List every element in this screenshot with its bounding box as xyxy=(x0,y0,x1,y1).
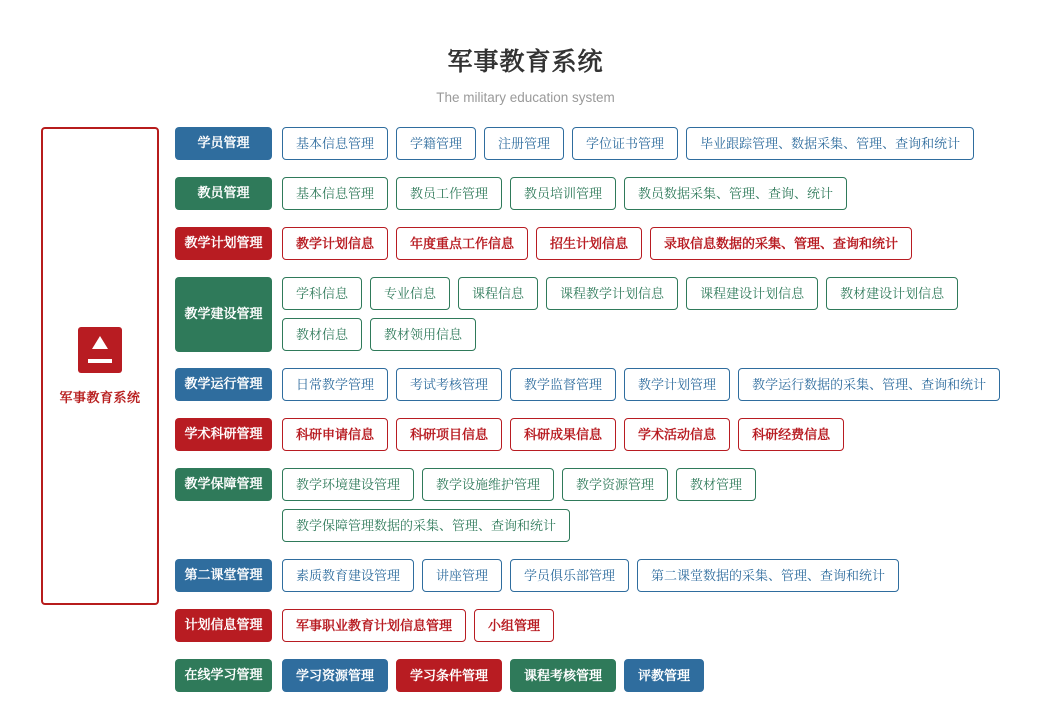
category-items xyxy=(282,659,1051,700)
category-row xyxy=(175,368,1051,409)
item-node[interactable]: 招生计划信息 xyxy=(536,227,642,260)
item-node[interactable]: 科研申请信息 xyxy=(282,418,388,451)
item-node[interactable]: 注册管理 xyxy=(484,127,564,160)
category-row xyxy=(175,277,1051,359)
category-node[interactable]: 教学建设管理 xyxy=(175,277,272,352)
item-node[interactable]: 评教管理 xyxy=(624,659,704,692)
item-node[interactable]: 学习条件管理 xyxy=(396,659,502,692)
item-node[interactable]: 课程建设计划信息 xyxy=(686,277,818,310)
book-badge-icon xyxy=(78,327,122,373)
item-node[interactable]: 课程教学计划信息 xyxy=(546,277,678,310)
category-items xyxy=(282,368,1051,409)
item-node[interactable]: 学术活动信息 xyxy=(624,418,730,451)
item-node[interactable]: 军事职业教育计划信息管理 xyxy=(282,609,466,642)
category-node[interactable]: 教员管理 xyxy=(175,177,272,210)
item-node[interactable]: 科研成果信息 xyxy=(510,418,616,451)
item-node[interactable]: 讲座管理 xyxy=(422,559,502,592)
diagram-page xyxy=(0,42,1051,683)
item-node[interactable]: 课程考核管理 xyxy=(510,659,616,692)
category-row xyxy=(175,227,1051,268)
diagram-body xyxy=(0,127,1051,709)
item-node[interactable]: 小组管理 xyxy=(474,609,554,642)
category-rows xyxy=(175,127,1051,709)
category-items xyxy=(282,468,1051,550)
item-node[interactable]: 基本信息管理 xyxy=(282,127,388,160)
category-items xyxy=(282,559,1051,600)
item-node[interactable]: 教学设施维护管理 xyxy=(422,468,554,501)
item-node[interactable]: 教员培训管理 xyxy=(510,177,616,210)
item-node[interactable]: 教材领用信息 xyxy=(370,318,476,351)
item-node[interactable]: 教材建设计划信息 xyxy=(826,277,958,310)
item-node[interactable]: 教材管理 xyxy=(676,468,756,501)
category-node[interactable]: 教学运行管理 xyxy=(175,368,272,401)
item-node[interactable]: 毕业跟踪管理、数据采集、管理、查询和统计 xyxy=(686,127,974,160)
item-node[interactable]: 基本信息管理 xyxy=(282,177,388,210)
category-row xyxy=(175,609,1051,650)
category-row xyxy=(175,127,1051,168)
item-node[interactable]: 教学计划管理 xyxy=(624,368,730,401)
category-node[interactable]: 教学保障管理 xyxy=(175,468,272,501)
category-node[interactable]: 学术科研管理 xyxy=(175,418,272,451)
category-items xyxy=(282,277,1051,359)
page-title: 军事教育系统 xyxy=(447,48,604,76)
category-items xyxy=(282,227,1051,268)
item-node[interactable]: 教学运行数据的采集、管理、查询和统计 xyxy=(738,368,1000,401)
root-node-label: 军事教育系统 xyxy=(59,389,141,405)
category-row xyxy=(175,418,1051,459)
item-node[interactable]: 学籍管理 xyxy=(396,127,476,160)
category-node[interactable]: 学员管理 xyxy=(175,127,272,160)
item-node[interactable]: 教材信息 xyxy=(282,318,362,351)
category-row xyxy=(175,559,1051,600)
item-node[interactable]: 考试考核管理 xyxy=(396,368,502,401)
category-node[interactable]: 教学计划管理 xyxy=(175,227,272,260)
item-node[interactable]: 科研经费信息 xyxy=(738,418,844,451)
category-row xyxy=(175,659,1051,700)
page-subtitle: The military education system xyxy=(436,90,615,105)
item-node[interactable]: 教学资源管理 xyxy=(562,468,668,501)
item-node[interactable]: 素质教育建设管理 xyxy=(282,559,414,592)
category-items xyxy=(282,177,1051,218)
item-node[interactable]: 学员俱乐部管理 xyxy=(510,559,629,592)
category-items xyxy=(282,609,1051,650)
item-node[interactable]: 录取信息数据的采集、管理、查询和统计 xyxy=(650,227,912,260)
item-node[interactable]: 教学计划信息 xyxy=(282,227,388,260)
item-node[interactable]: 年度重点工作信息 xyxy=(396,227,528,260)
category-row xyxy=(175,177,1051,218)
item-node[interactable]: 课程信息 xyxy=(458,277,538,310)
item-node[interactable]: 第二课堂数据的采集、管理、查询和统计 xyxy=(637,559,899,592)
item-node[interactable]: 教员工作管理 xyxy=(396,177,502,210)
item-node[interactable]: 科研项目信息 xyxy=(396,418,502,451)
category-items xyxy=(282,418,1051,459)
item-node[interactable]: 日常教学管理 xyxy=(282,368,388,401)
category-items xyxy=(282,127,1051,168)
category-node[interactable]: 在线学习管理 xyxy=(175,659,272,692)
item-node[interactable]: 教学监督管理 xyxy=(510,368,616,401)
category-row xyxy=(175,468,1051,550)
root-node xyxy=(41,127,159,605)
category-node[interactable]: 第二课堂管理 xyxy=(175,559,272,592)
item-node[interactable]: 学位证书管理 xyxy=(572,127,678,160)
item-node[interactable]: 学科信息 xyxy=(282,277,362,310)
item-node[interactable]: 教学环境建设管理 xyxy=(282,468,414,501)
category-node[interactable]: 计划信息管理 xyxy=(175,609,272,642)
item-node[interactable]: 教员数据采集、管理、查询、统计 xyxy=(624,177,847,210)
item-node[interactable]: 专业信息 xyxy=(370,277,450,310)
item-node[interactable]: 学习资源管理 xyxy=(282,659,388,692)
item-node[interactable]: 教学保障管理数据的采集、管理、查询和统计 xyxy=(282,509,570,542)
